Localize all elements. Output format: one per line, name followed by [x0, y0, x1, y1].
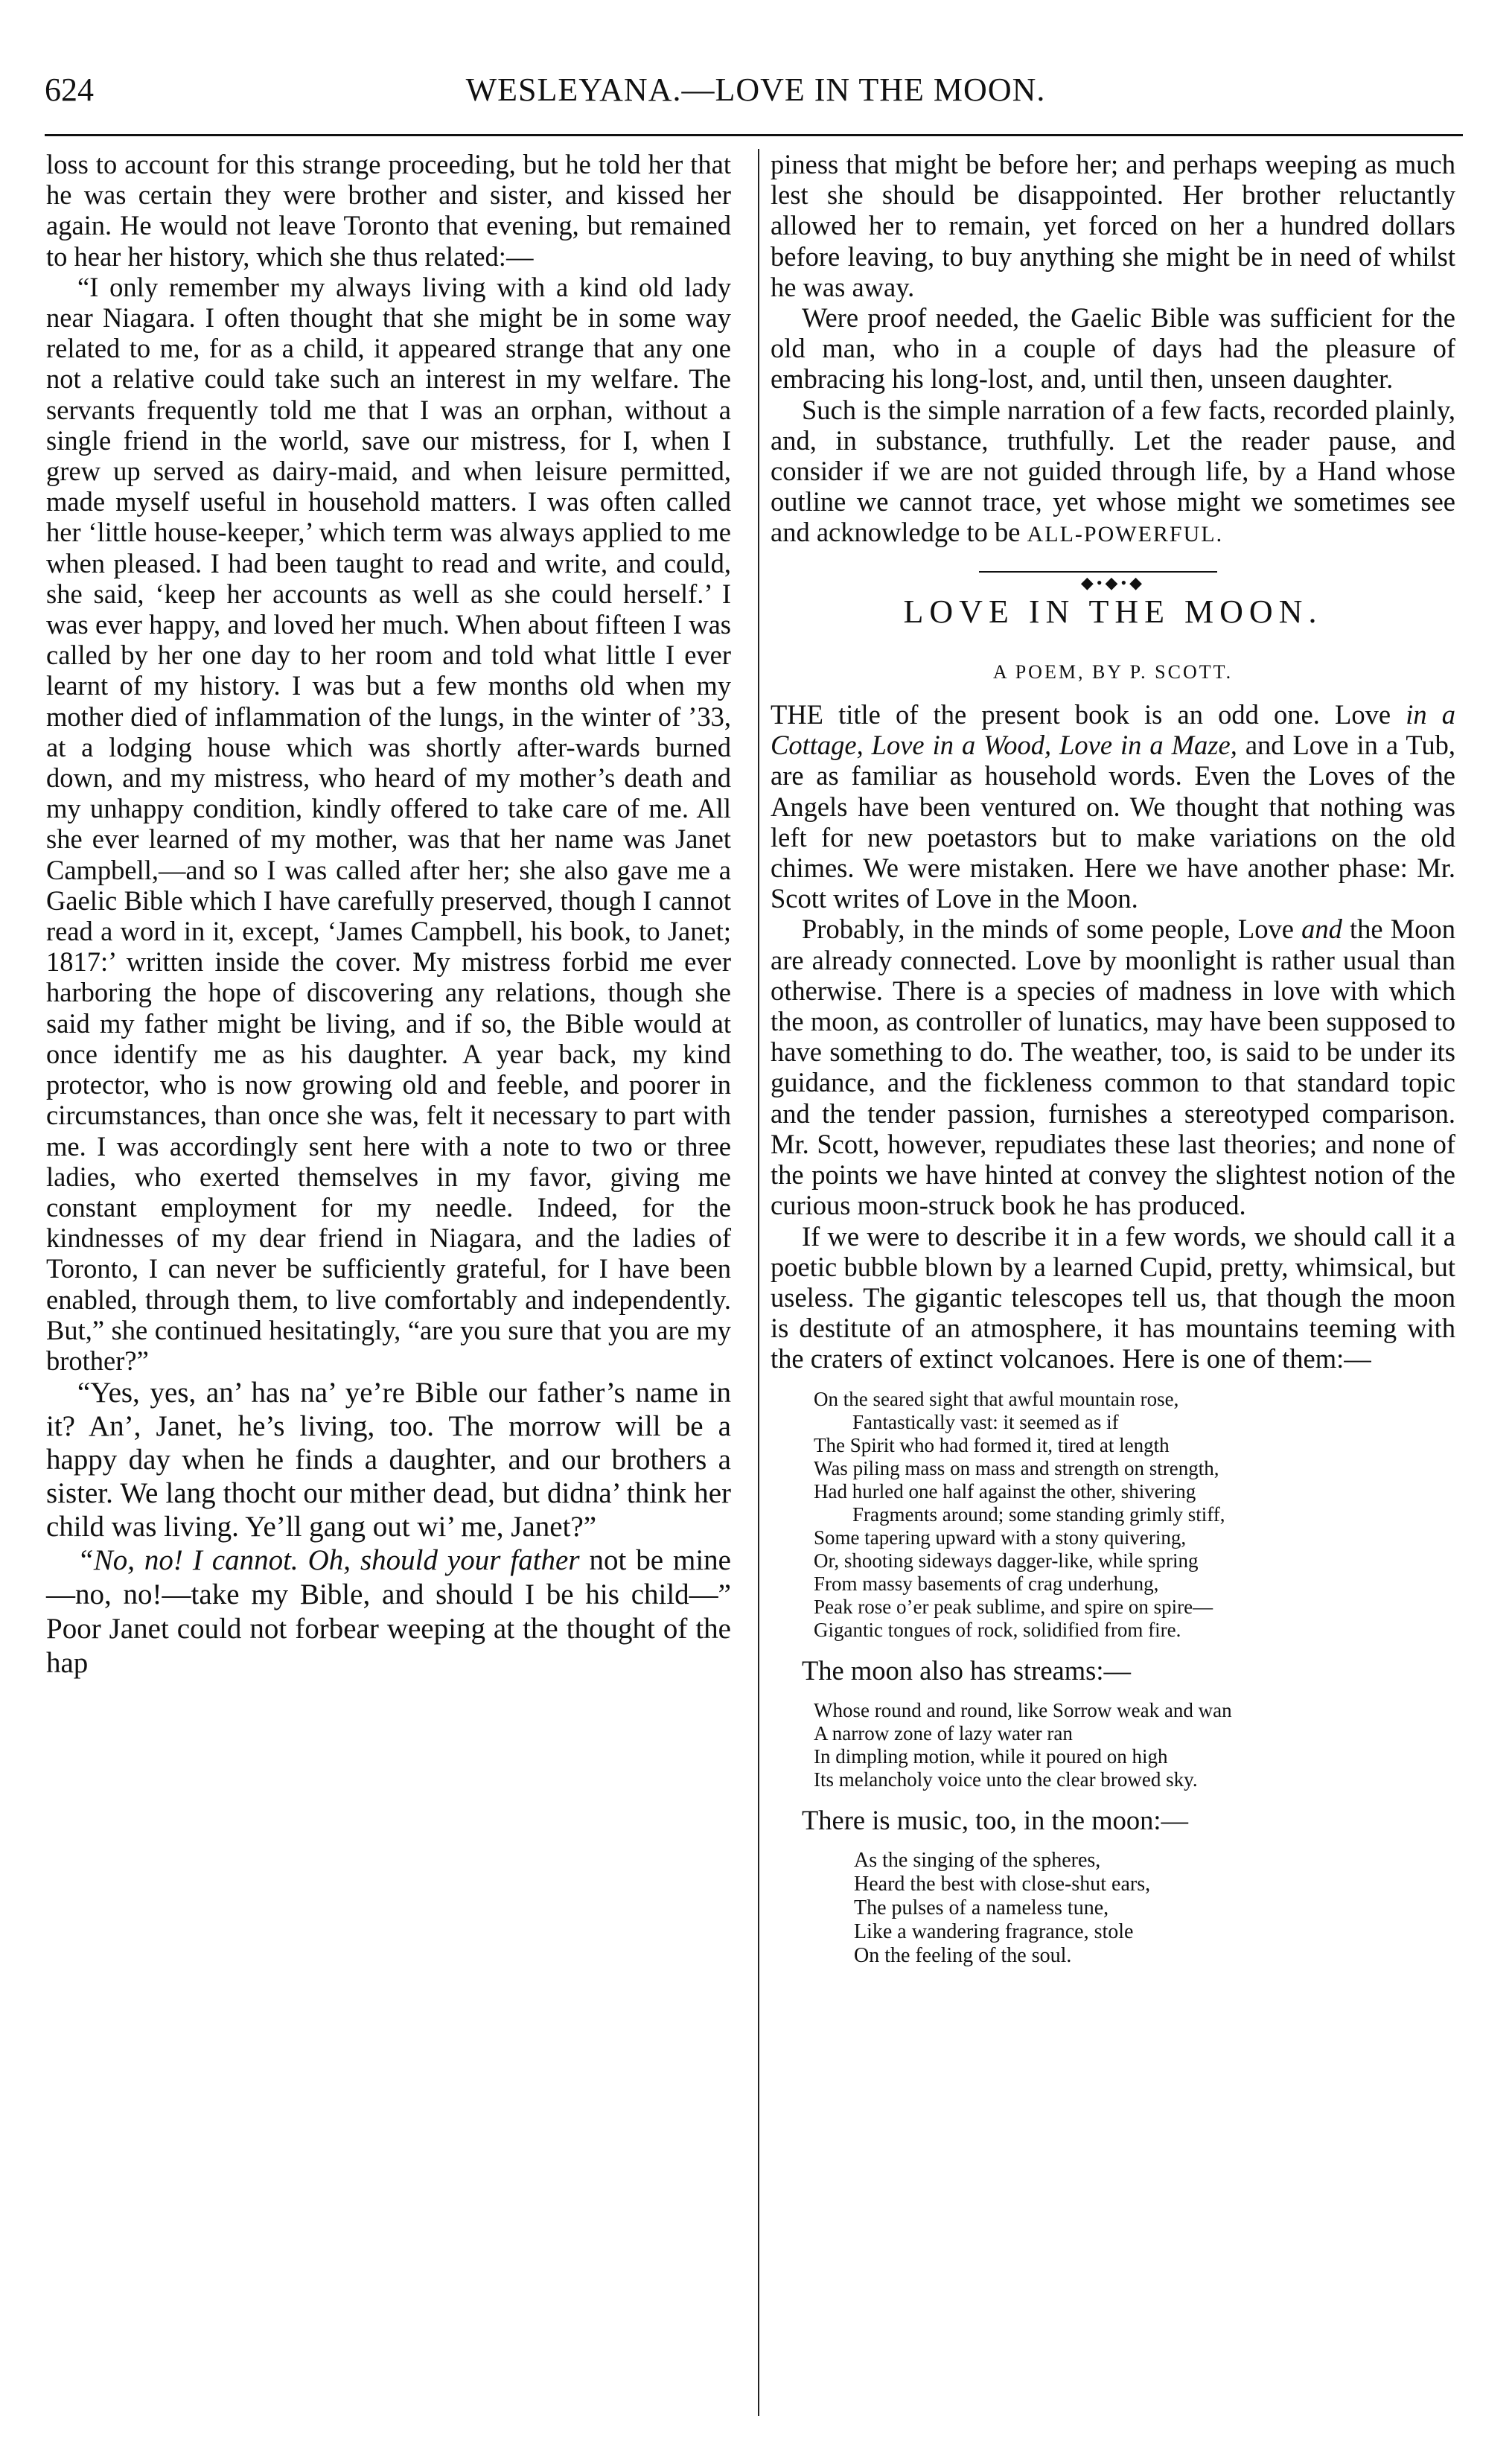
paragraph: If we were to describe it in a few words, we should call it a poetic bubble blown by a learned Cupid, pretty, whimsical, but useless. The gigantic telescopes tell us, that though the moon is destitute of an atmosphere, it has mountains teeming with the craters of extinct volcanoes. Here is one of them:—	[771, 1220, 1455, 1374]
running-header	[45, 71, 1467, 123]
italic-quote: “No, no! I cannot. Oh, should your father	[77, 1544, 580, 1577]
verse-line: Or, shooting sideways dagger-like, while spring	[814, 1549, 1199, 1572]
header-rule	[45, 134, 1463, 136]
page-number: 624	[45, 71, 94, 108]
verse-line: Like a wandering fragrance, stole	[854, 1919, 1134, 1943]
verse-line: On the feeling of the soul.	[854, 1943, 1072, 1967]
column-divider	[758, 149, 759, 2416]
verse-line: Was piling mass on mass and strength on strength,	[814, 1456, 1219, 1479]
verse-line: Some tapering upward with a stony quivering,	[814, 1526, 1187, 1549]
paragraph-text: THE title of the present book is an odd one. Love	[771, 699, 1391, 730]
verse-line: Peak rose o’er peak sublime, and spire on spire—	[814, 1595, 1213, 1618]
paragraph	[771, 395, 1455, 550]
article-byline: A POEM, BY P. SCOTT.	[992, 660, 1234, 683]
paragraph-text: not be mine—no, no!—take my Bible, and should I be his child—” Poor Janet could not forbear weeping at the thought of the hap	[46, 1544, 731, 1679]
paragraph: loss to account for this strange proceeding, but he told her that he was certain they were brother and sister, and kissed her again. He would not leave Toronto that evening, but remained to hear her history, which she thus related:—	[46, 149, 731, 272]
verse-line: A narrow zone of lazy water ran	[814, 1721, 1073, 1745]
verse-line: Whose round and round, like Sorrow weak and wan	[814, 1698, 1232, 1721]
verse-line: As the singing of the spheres,	[854, 1848, 1101, 1872]
paragraph-text: Such is the simple narration of a few facts, recorded plainly, and, in substance, truthfully. Let the reader pause, and consider if we are not guided through life, by a Hand whose outline we cannot trace, yet whose might we sometimes see and acknowledge to be	[771, 394, 1455, 548]
verse-line: Heard the best with close-shut ears,	[854, 1872, 1151, 1896]
paragraph-text: and Love in a Tub, are as familiar as household words. Even the Loves of the Angels have been ventured on. We thought that nothing was left for new poetastors but to make variations on the old chimes. We were mistaken. Here we have another phase: Mr. Scott writes of Love in the Moon.	[771, 730, 1455, 914]
verse-line: In dimpling motion, while it poured on high	[814, 1745, 1168, 1768]
verse-line: Its melancholy voice unto the clear browed sky.	[814, 1768, 1198, 1791]
paragraph: “Yes, yes, an’ has na’ ye’re Bible our father’s name in it? An’, Janet, he’s living, too. The morrow will be a happy day when he finds a daughter, and our brothers a sister. We lang thocht our mither dead, but didna’ think her child was living. Ye’ll gang out wi’ me, Janet?”	[46, 1377, 731, 1543]
italic-text: and	[1301, 914, 1342, 945]
right-column	[771, 149, 1455, 1981]
paragraph-text: Probably, in the minds of some people, Love	[802, 914, 1294, 945]
emphasis-caps: ALL-POWERFUL.	[1027, 522, 1224, 547]
running-title: WESLEYANA.—LOVE IN THE MOON.	[465, 71, 1046, 108]
paragraph: “I only remember my always living with a kind old lady near Niagara. I often thought that she might be in some way related to me, for as a child, it appeared strange that any one not a relative could take such an interest in my welfare. The servants frequently told me that I was an orphan, without a single friend in the world, save our mistress, for I, when I grew up served as dairy-maid, and when leisure permitted, made myself useful in household matters. I was often called her ‘little house-keeper,’ which term was always applied to me when pleased. I had been taught to read and write, and could, she said, ‘keep her accounts as well as she could herself.’ I was ever happy, and loved her much. When about fifteen I was called by her one day to her room and told what little I ever learnt of my history. I was but a few months old when my mother died of inflammation of the lungs, in the winter of ’33, at a lodging house which was shortly after-wards burned down, and my mistress, who heard of my mother’s death and my unhappy condition, kindly offered to take care of me. All she ever learned of my mother, was that her name was Janet Campbell,—and so I was called after her; she also gave me a Gaelic Bible which I have carefully preserved, though I cannot read a word in it, except, ‘James Campbell, his book, to Janet; 1817:’ written inside the cover. My mistress forbid me ever harboring the hope of discovering any relations, though she said my father might be living, and if so, the Bible would at once identify me as his daughter. A year back, my kind protector, who is now growing old and feeble, and poorer in circumstances, than once she was, felt it necessary to part with me. I was accordingly sent here with a note to two or three ladies, who exerted themselves in my favor, giving me constant employment for my needle. Indeed, for the kindnesses of my dear friend in Niagara, and the ladies of Toronto, I can never be sufficiently grateful, for I have been enabled, through them, to live comfortably and independently. But,” she continued hesitatingly, “are you sure that you are my brother?”	[46, 271, 731, 1376]
verse-line: The Spirit who had formed it, tired at length	[814, 1433, 1170, 1456]
verse-line: On the seared sight that awful mountain rose,	[814, 1387, 1179, 1410]
verse-block	[771, 1388, 1455, 1642]
verse-line: From massy basements of crag underhung,	[814, 1572, 1159, 1595]
article-title: LOVE IN THE MOON.	[903, 593, 1323, 630]
verse-line: Fantastically vast: it seemed as if	[852, 1410, 1119, 1433]
italic-text: in a Cottage, Love in a Wood, Love in a Maze,	[771, 699, 1455, 761]
section-ornament: ◆•◆•◆	[771, 564, 1455, 580]
verse-block	[771, 1849, 1455, 1968]
verse-line: The pulses of a nameless tune,	[854, 1896, 1109, 1919]
paragraph: Were proof needed, the Gaelic Bible was sufficient for the old man, who in a couple of days had the pleasure of embracing his long-lost, and, until then, unseen daughter.	[771, 302, 1455, 395]
verse-line: Fragments around; some standing grimly stiff,	[852, 1503, 1225, 1526]
paragraph: piness that might be before her; and perhaps weeping as much lest she should be disappointed. Her brother reluctantly allowed her to remain, yet forced on her a hundred dollars before leaving, to buy anything she might be in need of whilst he was away.	[771, 149, 1455, 302]
verse-line: Had hurled one half against the other, shivering	[814, 1479, 1196, 1503]
paragraph	[46, 1543, 731, 1680]
left-column	[46, 149, 731, 1680]
verse-block	[771, 1699, 1455, 1791]
paragraph	[771, 914, 1455, 1220]
paragraph: The moon also has streams:—	[802, 1654, 1131, 1686]
paragraph	[771, 699, 1455, 914]
paragraph: There is music, too, in the moon:—	[802, 1804, 1189, 1835]
paragraph-text: the Moon are already connected. Love by moonlight is rather usual than otherwise. There is a species of madness in love with which the moon, as controller of lunatics, may have been supposed to have something to do. The weather, too, is said to be under its guidance, and the fickleness common to that standard topic and the tender passion, furnishes a stereotyped comparison. Mr. Scott, however, repudiates these last theories; and none of the points we have hinted at convey the slightest notion of the curious moon-struck book he has produced.	[771, 914, 1456, 1221]
verse-line: Gigantic tongues of rock, solidified from fire.	[814, 1618, 1181, 1641]
